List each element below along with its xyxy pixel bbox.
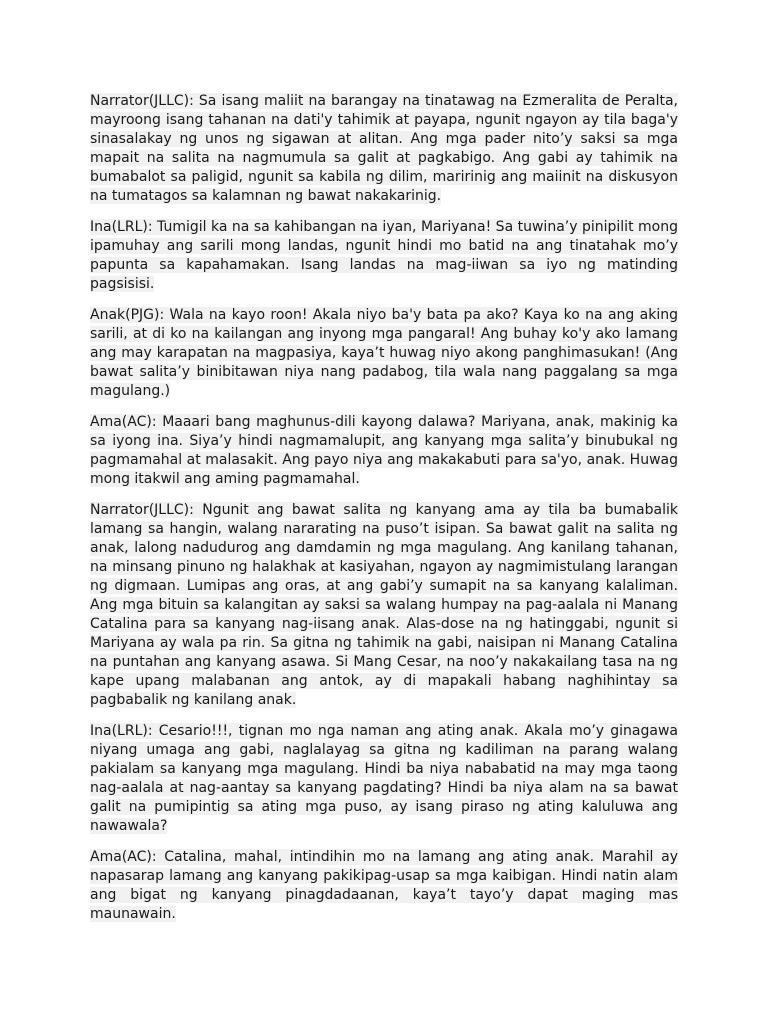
paragraph-text: Ama(AC): Maaari bang maghunus-dili kayong dalawa? Mariyana, anak, makinig ka sa iyong ina. Siya’y hindi nagmamalupit, ang kanyang mga salita’y binubukal ng pagmamahal at malasakit. Ang payo niya ang makakabuti para sa'yo, anak. Huwag mong itakwil ang aming pagmamahal. <box>90 414 678 487</box>
paragraph-ina-1 <box>90 218 678 294</box>
paragraph-text: Anak(PJG): Wala na kayo roon! Akala niyo ba'y bata pa ako? Kaya ko na ang aking sarili, at di ko na kailangan ang inyong mga pangaral! Ang buhay ko'y ako lamang ang may karapatan na magpasiya, kaya’t huwag niyo akong panghimasukan! (Ang bawat salita’y binibitawan niya nang padabog, tila wala nang paggalang sa mga magulang.) <box>90 307 678 399</box>
paragraph-text: Narrator(JLLC): Ngunit ang bawat salita ng kanyang ama ay tila ba bumabalik lamang sa hangin, walang nararating na puso’t isipan. Sa bawat galit na salita ng anak, lalong nadudurog ang damdamin ng mga magulang. Ang kanilang tahanan, na minsang pinuno ng halakhak at kasiyahan, ngayon ay nagmimistulang larangan ng digmaan. Lumipas ang oras, at ang gabi’y sumapit na sa kanyang kalaliman. Ang mga bituin sa kalangitan ay saksi sa walang humpay na pag-aalala ni Manang Catalina para sa kanyang nag-iisang anak. Alas-dose na ng hatinggabi, ngunit si Mariyana ay wala pa rin. Sa gitna ng tahimik na gabi, naisipan ni Manang Catalina na puntahan ang kanyang asawa. Si Mang Cesar, na noo’y nakakailang tasa na ng kape upang malabanan ang antok, ay di mapakali habang naghihintay sa pagbabalik ng kanilang anak. <box>90 502 678 708</box>
paragraph-ama-1 <box>90 413 678 489</box>
paragraph-ina-2 <box>90 722 678 836</box>
paragraph-text: Narrator(JLLC): Sa isang maliit na barangay na tinatawag na Ezmeralita de Peralta, mayroong isang tahanan na dati'y tahimik at payapa, ngunit ngayon ay tila baga'y sinasalakay ng unos ng sigawan at alitan. Ang mga pader nito’y saksi sa mga mapait na salita na nagmumula sa galit at pagkabigo. Ang gabi ay tahimik na bumabalot sa paligid, ngunit sa kabila ng dilim, maririnig ang maiinit na diskusyon na tumatagos sa kalamnan ng bawat nakakarinig. <box>90 93 678 204</box>
document-page <box>90 92 678 936</box>
paragraph-text: Ama(AC): Catalina, mahal, intindihin mo na lamang ang ating anak. Marahil ay napasarap lamang ang kanyang pakikipag-usap sa mga kaibigan. Hindi natin alam ang bigat ng kanyang pinagdadaanan, kaya’t tayo’y dapat maging mas maunawain. <box>90 849 678 922</box>
paragraph-anak-1 <box>90 306 678 401</box>
paragraph-narrator-intro <box>90 92 678 206</box>
paragraph-narrator-2 <box>90 501 678 710</box>
paragraph-ama-2 <box>90 848 678 924</box>
paragraph-text: Ina(LRL): Cesario!!!, tignan mo nga naman ang ating anak. Akala mo’y ginagawa niyang umaga ang gabi, naglalayag sa gitna ng kadiliman na parang walang pakialam sa kanyang mga magulang. Hindi ba niya nababatid na may mga taong nag-aalala at nag-aantay sa kanyang pagdating? Hindi ba niya alam na sa bawat galit na pumipintig sa ating mga puso, ay isang piraso ng ating kaluluwa ang nawawala? <box>90 723 678 834</box>
paragraph-text: Ina(LRL): Tumigil ka na sa kahibangan na iyan, Mariyana! Sa tuwina’y pinipilit mong ipamuhay ang sarili mong landas, ngunit hindi mo batid na ang tinatahak mo’y papunta sa kapahamakan. Isang landas na mag-iiwan sa iyo ng matinding pagsisisi. <box>90 219 678 292</box>
